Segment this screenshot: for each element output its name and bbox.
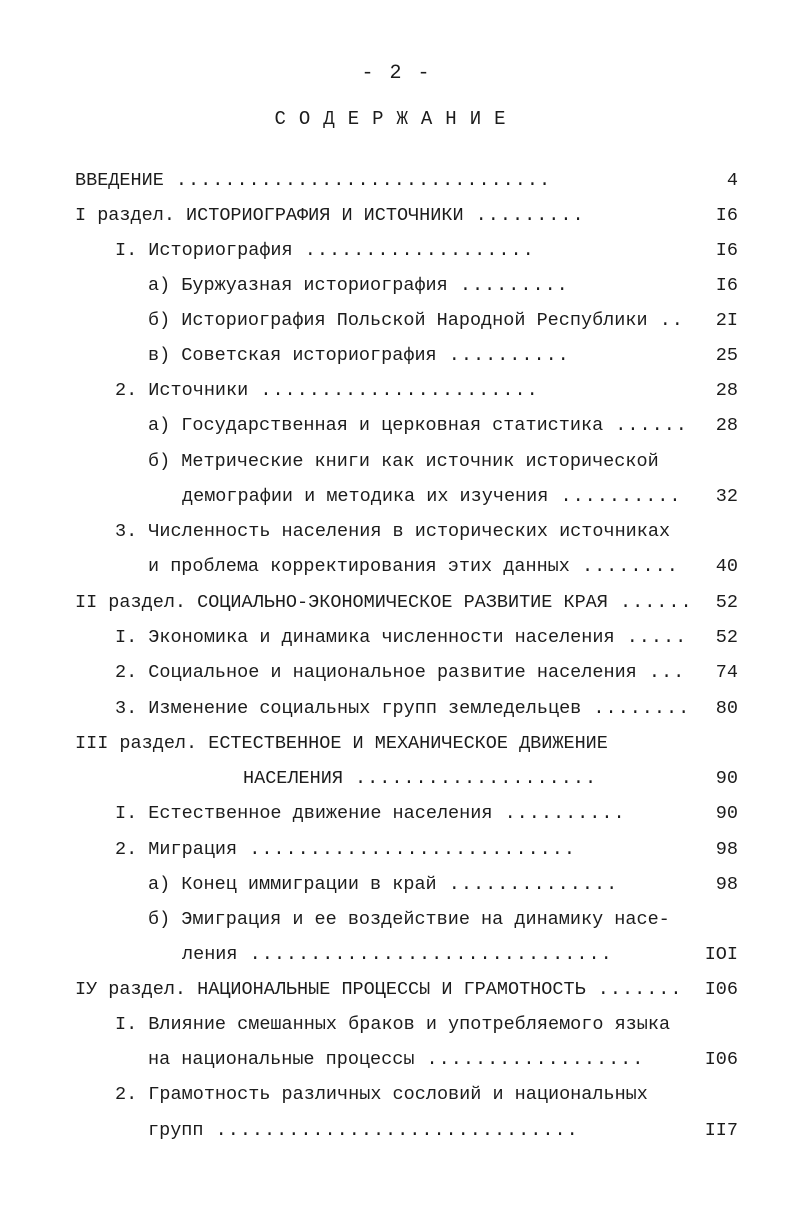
toc-leader-dots: ......... bbox=[447, 275, 569, 296]
toc-leader-dots: ...... bbox=[607, 592, 693, 613]
toc-entry bbox=[148, 909, 738, 935]
toc-entry-title: демографии и методика их изучения bbox=[182, 486, 549, 507]
toc-leader-dots: .............................. bbox=[203, 1120, 579, 1141]
toc-page-number: 28 bbox=[715, 415, 738, 436]
toc-entry bbox=[115, 521, 738, 547]
toc-entry bbox=[148, 1049, 738, 1075]
toc-page-number: 25 bbox=[715, 345, 738, 366]
toc-entry bbox=[115, 803, 738, 829]
toc-entry-title: б) Историография Польской Народной Республики bbox=[148, 310, 648, 331]
toc-page-number: I06 bbox=[704, 979, 738, 1000]
toc-entry-title: в) Советская историография bbox=[148, 345, 437, 366]
toc-leader-dots: ....... bbox=[585, 979, 683, 1000]
toc-page-number: 2I bbox=[715, 310, 738, 331]
toc-entry-title: ВВЕДЕНИЕ bbox=[75, 170, 164, 191]
toc-entry bbox=[182, 944, 738, 970]
toc-entry bbox=[75, 592, 738, 618]
toc-page-number: 90 bbox=[715, 803, 738, 824]
toc-entry-title: I. Влияние смешанных браков и употребляемого языка bbox=[115, 1014, 671, 1035]
toc-leader-dots: ........ bbox=[581, 698, 691, 719]
toc-entry-title: а) Конец иммиграции в край bbox=[148, 874, 437, 895]
toc-entry-title: 2. Источники bbox=[115, 380, 249, 401]
toc-page-number: 4 bbox=[726, 170, 738, 191]
toc-leader-dots: ........ bbox=[569, 556, 679, 577]
toc-leader-dots: .......... bbox=[436, 345, 570, 366]
toc-entry-title: 3. Изменение социальных групп земледельцев bbox=[115, 698, 582, 719]
toc-entry-title: II раздел. СОЦИАЛЬНО-ЭКОНОМИЧЕСКОЕ РАЗВИТИЕ КРАЯ bbox=[75, 592, 608, 613]
toc-leader-dots: .............................. bbox=[237, 944, 613, 965]
toc-entry bbox=[115, 698, 738, 724]
toc-entry bbox=[148, 874, 738, 900]
toc-leader-dots: ... bbox=[636, 662, 686, 683]
toc-entry bbox=[115, 627, 738, 653]
toc-page-number: IOI bbox=[704, 944, 738, 965]
toc-entry-title: НАСЕЛЕНИЯ bbox=[243, 768, 343, 789]
toc-entry bbox=[75, 979, 738, 1005]
toc-page-number: II7 bbox=[704, 1120, 738, 1141]
toc-entry-title: I раздел. ИСТОРИОГРАФИЯ И ИСТОЧНИКИ bbox=[75, 205, 464, 226]
toc-page-number: 28 bbox=[715, 380, 738, 401]
toc-leader-dots: .................... bbox=[342, 768, 598, 789]
toc-page-number: 74 bbox=[715, 662, 738, 683]
toc-entry bbox=[75, 205, 738, 231]
toc-leader-dots: .................. bbox=[414, 1049, 645, 1070]
toc-page-number: 32 bbox=[715, 486, 738, 507]
toc-entry-title: а) Государственная и церковная статистика bbox=[148, 415, 604, 436]
toc-page-number: I06 bbox=[704, 1049, 738, 1070]
toc-entry-title: 2. Социальное и национальное развитие населения bbox=[115, 662, 637, 683]
toc-entry-title: I. Историография bbox=[115, 240, 293, 261]
toc-leader-dots: ......... bbox=[463, 205, 585, 226]
toc-entry-title: б) Метрические книги как источник исторической bbox=[148, 451, 659, 472]
toc-entry-title: на национальные процессы bbox=[148, 1049, 415, 1070]
toc-entry bbox=[148, 556, 738, 582]
toc-entry-title: IУ раздел. НАЦИОНАЛЬНЫЕ ПРОЦЕССЫ И ГРАМОТНОСТЬ bbox=[75, 979, 586, 1000]
toc-entry bbox=[148, 345, 738, 371]
toc-page-number: 98 bbox=[715, 839, 738, 860]
toc-leader-dots: ................... bbox=[292, 240, 535, 261]
toc-entry-title: I. Экономика и динамика численности населения bbox=[115, 627, 615, 648]
toc-entry-title: III раздел. ЕСТЕСТВЕННОЕ И МЕХАНИЧЕСКОЕ ДВИЖЕНИЕ bbox=[75, 733, 608, 754]
toc-leader-dots: .............. bbox=[436, 874, 619, 895]
toc-entry-title: б) Эмиграция и ее воздействие на динамику насе- bbox=[148, 909, 670, 930]
toc-leader-dots: ............................... bbox=[163, 170, 552, 191]
toc-leader-dots: .. bbox=[647, 310, 684, 331]
toc-entry bbox=[148, 1120, 738, 1146]
toc-entry bbox=[243, 768, 738, 794]
toc-page-number: 98 bbox=[715, 874, 738, 895]
toc-leader-dots: .......... bbox=[492, 803, 626, 824]
toc-page-number: 52 bbox=[715, 592, 738, 613]
toc-entry bbox=[115, 662, 738, 688]
toc-entry bbox=[115, 839, 738, 865]
toc-entry-title: I. Естественное движение населения bbox=[115, 803, 493, 824]
page-title: СОДЕРЖАНИЕ bbox=[274, 108, 519, 130]
page-number: - 2 - bbox=[361, 62, 432, 85]
toc-entry bbox=[115, 240, 738, 266]
toc-page-number: 90 bbox=[715, 768, 738, 789]
toc-page-number: I6 bbox=[715, 240, 738, 261]
toc-entry bbox=[148, 415, 738, 441]
toc-entry bbox=[148, 451, 738, 477]
toc-leader-dots: ....................... bbox=[248, 380, 539, 401]
toc-entry bbox=[148, 275, 738, 301]
toc-entry-title: и проблема корректирования этих данных bbox=[148, 556, 570, 577]
toc-entry bbox=[75, 170, 738, 196]
toc-leader-dots: .......... bbox=[548, 486, 682, 507]
toc-entry bbox=[148, 310, 738, 336]
toc-entry bbox=[115, 1084, 738, 1110]
toc-leader-dots: ...... bbox=[603, 415, 688, 436]
toc-leader-dots: ..... bbox=[614, 627, 688, 648]
toc-page-number: I6 bbox=[715, 205, 738, 226]
toc-entry-title: групп bbox=[148, 1120, 204, 1141]
toc-entry-title: ления bbox=[182, 944, 238, 965]
toc-entry bbox=[115, 1014, 738, 1040]
toc-entry-title: 2. Грамотность различных сословий и национальных bbox=[115, 1084, 648, 1105]
toc-entry-title: 2. Миграция bbox=[115, 839, 238, 860]
toc-page-number: I6 bbox=[715, 275, 738, 296]
toc-entry bbox=[182, 486, 738, 512]
toc-entry bbox=[75, 733, 738, 759]
toc-entry-title: а) Буржуазная историография bbox=[148, 275, 448, 296]
toc-page-number: 80 bbox=[715, 698, 738, 719]
toc-page-number: 40 bbox=[715, 556, 738, 577]
toc-leader-dots: ........................... bbox=[237, 839, 576, 860]
toc-page-number: 52 bbox=[715, 627, 738, 648]
toc-entry bbox=[115, 380, 738, 406]
toc-entry-title: 3. Численность населения в исторических источниках bbox=[115, 521, 671, 542]
